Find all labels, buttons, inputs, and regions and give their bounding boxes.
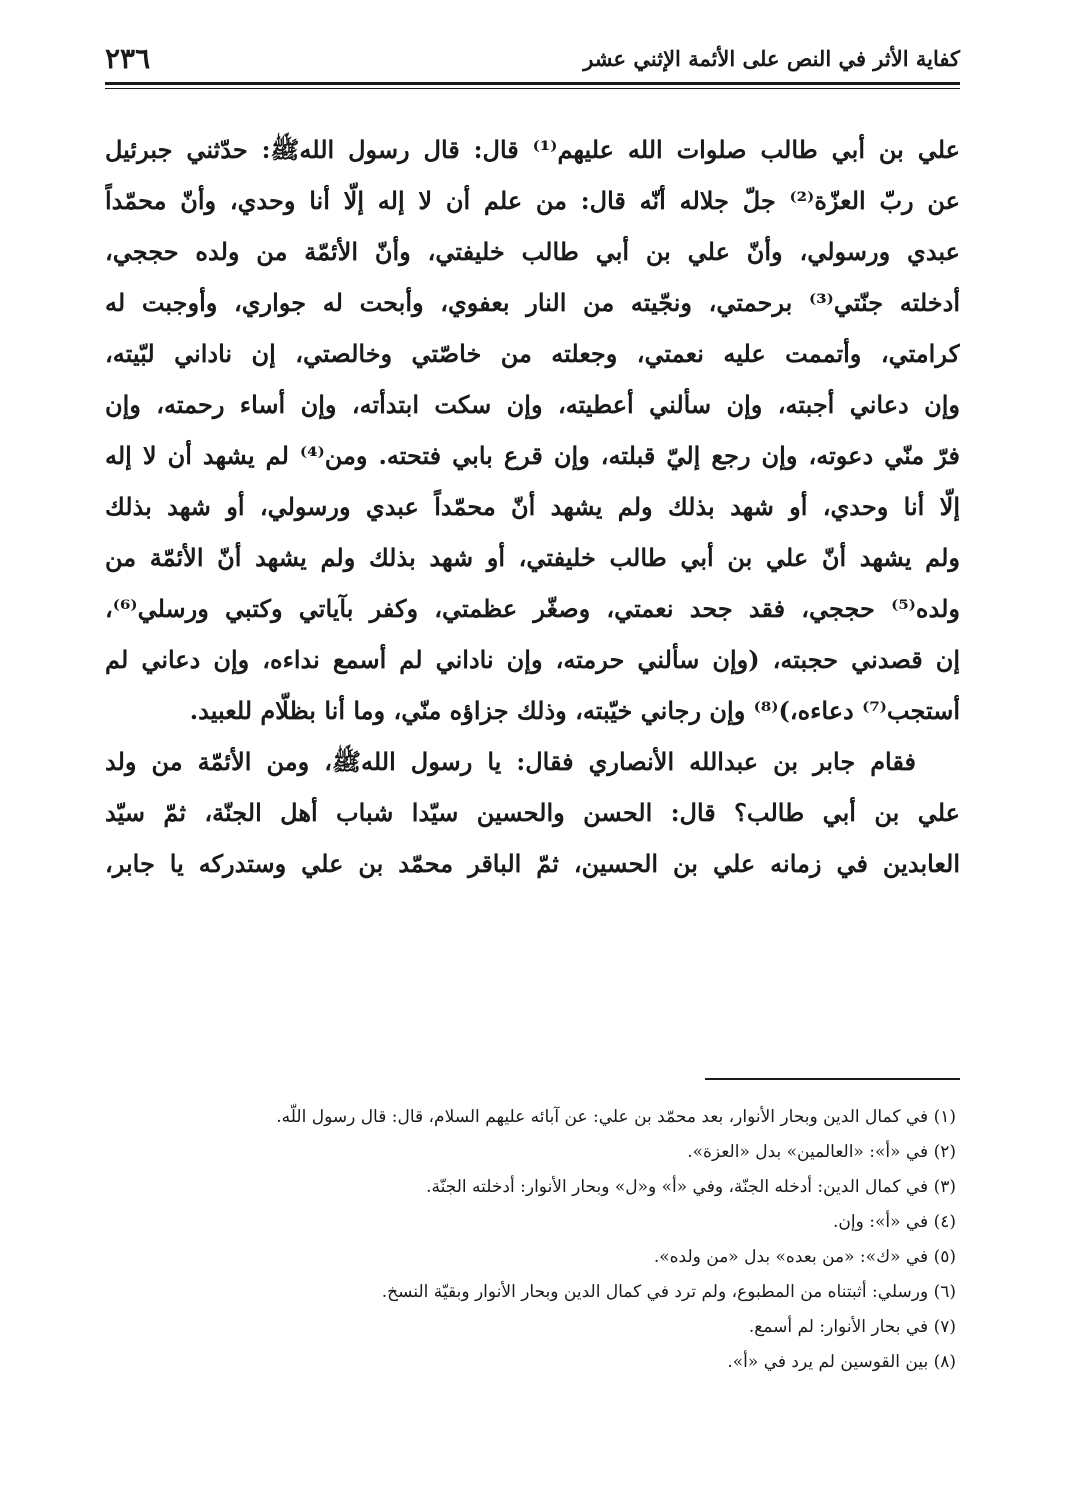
main-text bbox=[105, 124, 960, 889]
text-line: ولم يشهد أنّ علي بن أبي طالب خليفتي، أو شهد بذلك ولم يشهد أنّ الأئمّة من bbox=[105, 543, 960, 572]
footnotes bbox=[105, 1100, 960, 1380]
text-line: وإن دعاني أجبته، وإن سألني أعطيته، وإن سكت ابتدأته، وإن أساء رحمته، وإن bbox=[105, 390, 960, 419]
text-line: أدخلته جنّتي⁽³⁾ برحمتي، ونجّيته من النار بعفوي، وأبحت له جواري، وأوجبت له bbox=[105, 288, 960, 317]
header-rule-thin bbox=[105, 88, 960, 89]
footnote-3: (٣) في كمال الدين: أدخله الجنّة، وفي «أ» و«ل» وبحار الأنوار: أدخلته الجنّة. bbox=[426, 1177, 956, 1197]
text-line: كرامتي، وأتممت عليه نعمتي، وجعلته من خاصّتي وخالصتي، إن ناداني لبّيته، bbox=[105, 339, 960, 368]
footnote-2: (٢) في «أ»: «العالمين» بدل «العزة». bbox=[687, 1142, 956, 1162]
footnote-8: (٨) بين القوسين لم يرد في «أ». bbox=[727, 1352, 956, 1372]
text-line-paragraph-start: فقام جابر بن عبدالله الأنصاري فقال: يا رسول اللهﷺ، ومن الأئمّة من ولد bbox=[105, 747, 916, 776]
footnote-1: (١) في كمال الدين وبحار الأنوار، بعد محمّد بن علي: عن آبائه عليهم السلام، قال: قال رسول اللّه. bbox=[276, 1107, 956, 1127]
text-line: علي بن أبي طالب صلوات الله عليهم⁽¹⁾ قال: قال رسول اللهﷺ: حدّثني جبرئيل bbox=[105, 135, 960, 164]
footnote-4: (٤) في «أ»: وإن. bbox=[833, 1212, 956, 1232]
running-header bbox=[105, 44, 960, 82]
header-rule bbox=[105, 82, 960, 85]
footnote-separator bbox=[705, 1078, 960, 1080]
text-line: ولده⁽⁵⁾ حججي، فقد جحد نعمتي، وصغّر عظمتي، وكفر بآياتي وكتبي ورسلي⁽⁶⁾، bbox=[105, 594, 960, 623]
book-title: كفاية الأثر في النص على الأئمة الإثني عشر bbox=[583, 46, 960, 71]
text-line: علي بن أبي طالب؟ قال: الحسن والحسين سيّدا شباب أهل الجنّة، ثمّ سيّد bbox=[105, 798, 960, 827]
text-line: أستجب⁽⁷⁾ دعاءه،)⁽⁸⁾ وإن رجاني خيّبته، وذلك جزاؤه منّي، وما أنا بظلّام للعبيد. bbox=[189, 696, 960, 725]
page-number: ٢٣٦ bbox=[105, 42, 151, 75]
text-line: إلّا أنا وحدي، أو شهد بذلك ولم يشهد أنّ محمّداً عبدي ورسولي، أو شهد بذلك bbox=[105, 492, 960, 521]
text-line: عن ربّ العزّة⁽²⁾ جلّ جلاله أنّه قال: من علم أن لا إله إلّا أنا وحدي، وأنّ محمّداً bbox=[105, 186, 960, 215]
footnote-6: (٦) ورسلي: أثبتناه من المطبوع، ولم ترد في كمال الدين وبحار الأنوار وبقيّة النسخ. bbox=[381, 1282, 956, 1302]
footnote-7: (٧) في بحار الأنوار: لم أسمع. bbox=[748, 1317, 956, 1337]
text-line: عبدي ورسولي، وأنّ علي بن أبي طالب خليفتي، وأنّ الأئمّة من ولده حججي، bbox=[105, 237, 960, 266]
text-line: العابدين في زمانه علي بن الحسين، ثمّ الباقر محمّد بن علي وستدركه يا جابر، bbox=[105, 849, 960, 878]
footnote-5: (٥) في «ك»: «من بعده» بدل «من ولده». bbox=[653, 1247, 956, 1267]
text-line: إن قصدني حجبته، (وإن سألني حرمته، وإن ناداني لم أسمع نداءه، وإن دعاني لم bbox=[105, 645, 960, 674]
text-line: فرّ منّي دعوته، وإن رجع إليّ قبلته، وإن قرع بابي فتحته. ومن⁽⁴⁾ لم يشهد أن لا إله bbox=[105, 441, 960, 470]
